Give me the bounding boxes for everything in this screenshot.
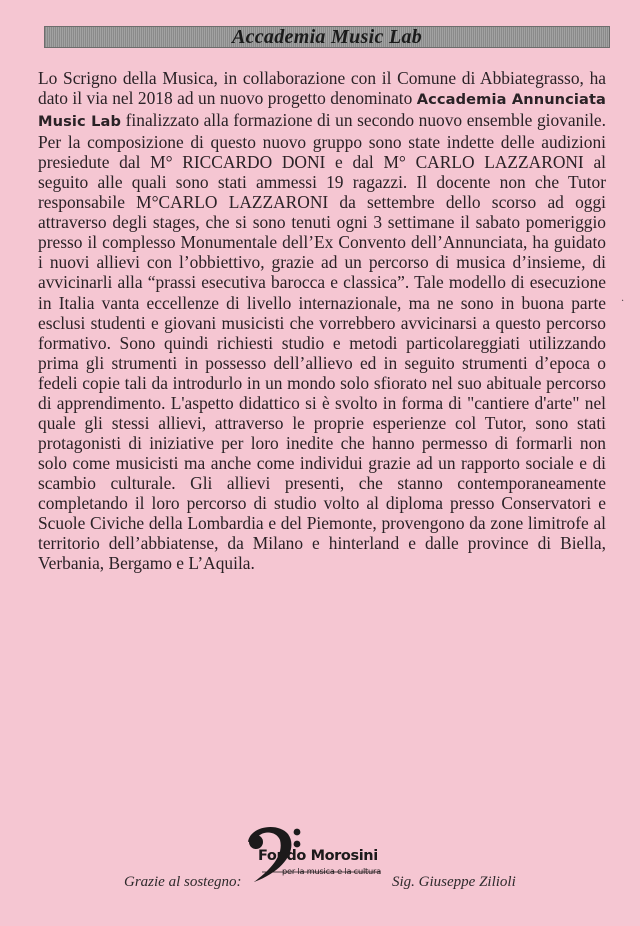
logo-name: Fondo Morosini xyxy=(258,848,378,864)
article-text-main: finalizzato alla formazione di un secondo nuovo ensemble giovanile. Per la composizione di questo nuovo gruppo sono state indette delle audizioni presiedute dal M° RICCARDO DONI e dal M° CARLO LAZZARONI al seguito alle quali sono stati ammessi 19 ragazzi. Il docente non che Tutor responsabile M°CARLO LAZZARONI da settembre dello scorso ad oggi attraverso degli stages, che si sono tenuti ogni 3 settimane il sabato pomeriggio presso il complesso Monumentale dell’Ex Convento dell’Annunciata, ha guidato i nuovi allievi con l’obbiettivo, grazie ad un percorso di musica d’insieme, di avvicinarli alla “prassi esecutiva barocca e classica”. Tale modello di esecuzione in Italia vanta eccellenze di livello internazionale, ma ne sono in buona parte esclusi studenti e giovani musicisti che vorrebbero avvicinarsi a questo percorso formativo. Sono quindi richiesti studio e metodi particolareggiati utilizzando prima gli strumenti in possesso dell’allievo ed in seguito strumenti d’epoca o fedeli copie tali da introdurlo in un mondo solo sfiorato nel suo abituale percorso di apprendimento. L'aspetto didattico si è svolto in forma di "cantiere d'arte" nel quale gli stessi allievi, attraverso le proprie esperienze col Tutor, sono stati protagonisti di iniziative per loro inedite che hanno permesso di formarli non solo come musicisti ma anche come individui grazie ad un rapporto sociale e di scambio culturale. Gli allievi presenti, che stanno contemporaneamente completando il loro percorso di studio volto al diploma presso Conservatori e Scuole Civiche della Lombardia e del Piemonte, provengono da zone limitrofe al territorio dell’abbiatense, da Milano e hinterland e dalle province di Biella, Verbania, Bergamo e L’Aquila. xyxy=(38,110,607,574)
header-bar xyxy=(44,26,610,48)
edge-dot: · xyxy=(621,296,625,307)
page-title: Accademia Music Lab xyxy=(231,25,423,48)
project-name: Accademia Annunciata Music Lab xyxy=(38,91,606,131)
logo-tagline: per la musica e la cultura xyxy=(282,866,382,876)
thanks-label: Grazie al sostegno: xyxy=(124,874,242,890)
article-paragraph xyxy=(38,68,606,573)
article-body xyxy=(38,68,606,573)
article-text-intro: Lo Scrigno della Musica, in collaborazione con il Comune di Abbiategrasso, ha dato il via nel 2018 ad un nuovo progetto denominato xyxy=(38,68,606,109)
sponsor-name: Sig. Giuseppe Zilioli xyxy=(392,874,516,890)
footer xyxy=(0,820,640,900)
fondo-morosini-logo xyxy=(240,820,390,888)
